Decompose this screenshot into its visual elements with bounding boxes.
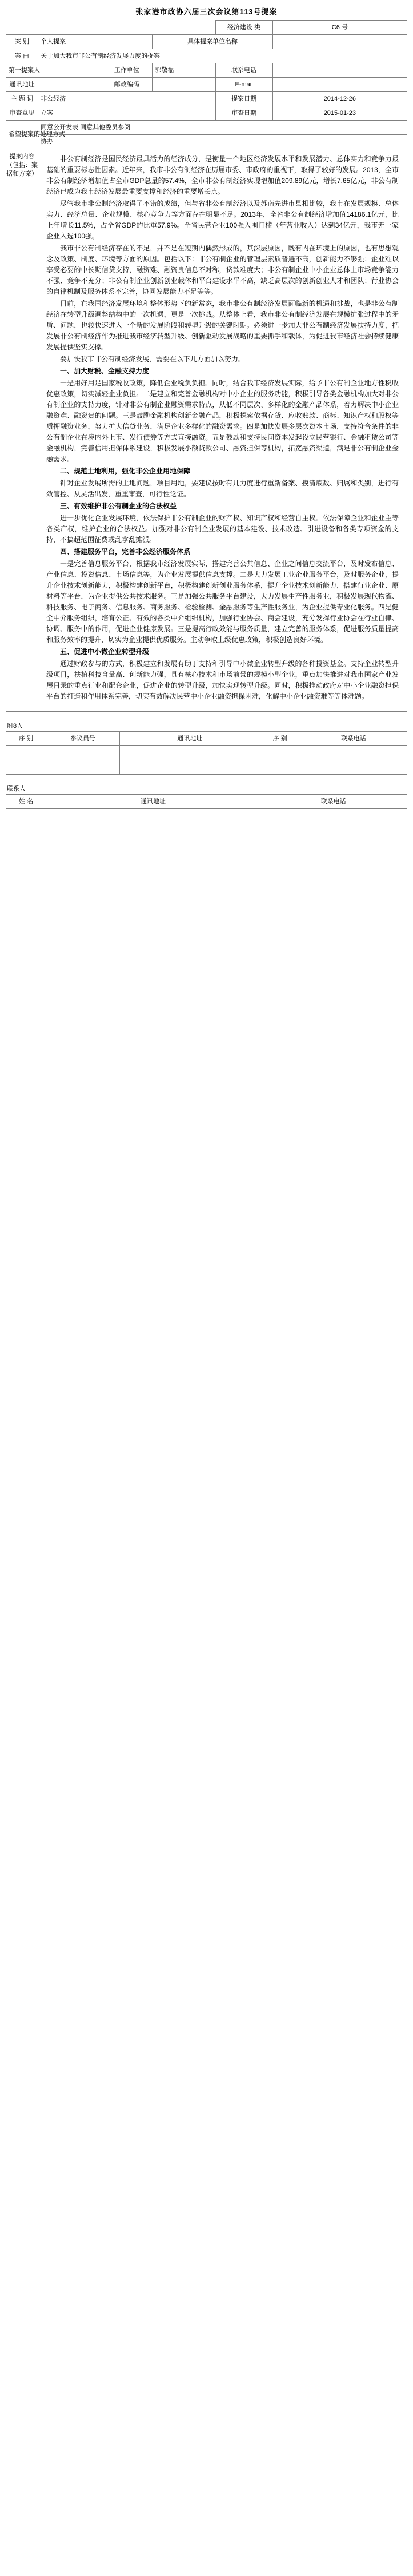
postcode-label: 邮政编码: [101, 78, 153, 92]
appendix-table: [6, 731, 407, 775]
table-row: [6, 809, 407, 823]
workunit-label: 工作单位: [101, 63, 153, 78]
address-value: [38, 78, 101, 92]
table-row: [6, 92, 407, 106]
meta-table: [6, 20, 407, 712]
appendix-cell: [119, 746, 260, 760]
body-paragraph: 尽管我市非公制经济取得了不错的成绩，但与省非公有制经济以及苏南先进市县相比较，我市在发展规模、总体实力、经济总量、企业规模、核心竞争力等方面存在明显不足。2013年，全省非公有制经济增加值14186.1亿元，比上年增长11.5%，占全省GDP的比重57.9%。全省民营企业100强入围门槛（年营业收入）达到34亿元，我市无一家企业入选100强。: [46, 200, 399, 240]
keyword-value: 非公经济: [38, 92, 215, 106]
contact-cell: [260, 809, 407, 823]
contact-cell: [6, 809, 46, 823]
table-row: [6, 21, 407, 35]
phone-label: 联系电话: [215, 63, 272, 78]
table-row: [6, 760, 407, 775]
section-paragraph: 进一步优化企业发展环境，依法保护非公有制企业的财产权、知识产权和经营自主权。依法保障企业和企业主等各类产权，维护企业的合法权益。加强对非公有制企业发展的基本建设、技术改造、引进设备和各类专项资金的支持，不搞超范围征费或乱拿乱摊派。: [46, 514, 399, 544]
appendix-header-cell: 序 别: [260, 732, 300, 746]
case-name-label: 案 由: [6, 49, 38, 63]
section-heading: 二、规范土地利用，强化非公企业用地保障: [60, 467, 191, 475]
contact-header-cell: 联系电话: [260, 795, 407, 809]
publish-options: 同意公开发表 同意其他委员参阅: [38, 121, 407, 135]
content-body: [38, 149, 407, 711]
content-row: [6, 149, 407, 712]
section-heading: 三、有效维护非公有制企业的合法权益: [60, 502, 177, 510]
appendix-cell: [6, 746, 46, 760]
unit-value: [272, 35, 407, 49]
phone-value: [272, 63, 407, 78]
table-row: [6, 135, 407, 149]
submit-date-label: 提案日期: [215, 92, 272, 106]
body-paragraph: 非公有制经济是国民经济最具活力的经济成分，是衡量一个地区经济发展水平和发展潜力、总体实力和竞争力最基础的重要标志性因素。近年来，我市非公有制经济在历届市委、市政府的重视下，取得了较好的发展。2013，全市非公有制经济增加值占全市GDP总量的57.4%，全市非公有制经济实现增加值209.89亿元，增长7.65亿元，非公有制经济已成为我市经济发展最重要支撑和经济的重要增长点。: [46, 155, 399, 196]
proposer-label: 第一提案人: [6, 63, 38, 78]
case-type-value: 个人提案: [38, 35, 153, 49]
case-name-value: 关于加大我市非公有制经济发展力度的提案: [38, 49, 407, 63]
appendix-cell: [46, 746, 120, 760]
appendix-cell: [46, 760, 120, 775]
table-row: [6, 49, 407, 63]
table-row: [6, 63, 407, 78]
table-row: [6, 121, 407, 135]
address-label: 通讯地址: [6, 78, 38, 92]
content-cell: [6, 149, 407, 712]
appendix-cell: [119, 760, 260, 775]
table-row: [6, 106, 407, 121]
review-date-label: 审查日期: [215, 106, 272, 121]
body-paragraph: 目前，在我国经济发展环境和整体形势下的新常态，我市非公有制经济发展面临新的机遇和挑战，也是非公有制经济在转型升级调整结构中的一次机遇，更是一次挑战。从整体上看，我市非公有制经济发展在规模扩张过程中的矛盾、问题，也较快速进入一个新的发展阶段和转型升级的关键时期。必须进一步加大非公有制经济发展扶持力度，把发展非公有制经济作为推进我市经济转型升级、创新驱动发展战略的重要抓手和载体，为促进我市经济社会持续健康发展提供坚实支撑。: [46, 300, 399, 351]
appendix-title: 附8人: [7, 723, 23, 729]
content-label: 提案内容（包括：案据和方案）: [6, 149, 38, 711]
case-type-label: 案 别: [6, 35, 38, 49]
appendix-cell: [6, 760, 46, 775]
table-row: [6, 746, 407, 760]
class-label: 经济建设 类: [215, 21, 272, 35]
email-value: [272, 78, 407, 92]
appendix-cell: [300, 746, 407, 760]
section-heading: 四、搭建服务平台，完善非公经济服务体系: [60, 548, 191, 556]
body-paragraph: 我市非公有制经济存在的不足，并不是在短期内偶然形成的，其深层原因，既有内在环境上的原因，也有思想观念及政策、制度、环境等方面的原因。包括以下：非公有制企业的管理层素质普遍不高，创新能力不够强；企业难以享受必要的中长期信贷支持，融资难、融资贵信息不对称，贷款难度大；非公有制企业中小企业总体上市场竞争能力不强、竞争不充分；非公有制企业创新创业载体和平台建设水平不高，缺乏高层次的创新创业人才和团队；行业协会的自律机制及服务体系不完善，协同发展能力不足等等。: [46, 244, 399, 296]
appendix-header-cell: 参议员号: [46, 732, 120, 746]
appendix-header-cell: 序 别: [6, 732, 46, 746]
appendix-cell: [300, 760, 407, 775]
class-code: C6 号: [272, 21, 407, 35]
review-label: 审查意见: [6, 106, 38, 121]
table-header-row: [6, 732, 407, 746]
section-paragraph: 一是完善信息服务平台，根据我市经济发展实际，搭建完善公共信息、企业之间信息交流平台，及时发布信息、产业信息、投资信息、市场信息等，为企业发展提供信息支撑。二是大力发展工业企业服务平台，及时服务企业，提升企业技术创新能力，积极构建创新平台，积极构建创新创业服务体系，提升企业技术创新能力，搭建行业企业、原材料等平台，为企业提供公共技术服务。三是加强公共服务平台建设，大力发展生产性服务业，积极发展现代物流、科技服务、电子商务、信息服务、商务服务、检验检测、金融服务等生产性服务业，为企业提供专业化服务。四是健全中介服务组织，培育公正、有效的各类中介组织机构，加强行业协会、商会建设，充分发挥行业协会在行业自律、协调、服务中的作用，促进企业健康发展。三是提高行政效能与服务质量，建立完善的服务体系，促进服务质量提高和服务效率的提升，切实为企业提供优质服务。主动争取上级优惠政策，积极创造良好环境。: [46, 560, 399, 644]
section-paragraph: 针对企业发展所需的土地问题，项目用地，要建议按时有几力度进行重新备案、摸清底数、归属和类别，进行有效管控、从灵活出发，重重审查，可行性论证。: [46, 479, 399, 498]
email-label: E-mail: [215, 78, 272, 92]
section-heading: 五、促进中小微企业转型升级: [60, 648, 150, 656]
table-header-row: [6, 795, 407, 809]
spacer-cell: [6, 21, 216, 35]
review-value: 立案: [38, 106, 215, 121]
contact-title: 联系人: [7, 785, 26, 792]
contact-cell: [46, 809, 260, 823]
body-paragraph: 要加快我市非公有制经济发展，需要在以下几方面加以努力。: [60, 355, 246, 363]
contact-table: [6, 794, 407, 823]
postcode-value: [153, 78, 215, 92]
unit-label: 具体提案单位名称: [153, 35, 272, 49]
section-paragraph: 一是用好用足国家税收政策，降低企业税负负担。同时，结合我市经济发展实际，给予非公有制企业地方性税收优惠政策，切实减轻企业负担。二是建立和完善金融机构对中小企业的服务功能，积极引导各类金融机构加大对非公有制企业的支持力度，针对非公有制企业融资需求特点，从低不同层次、多样化的金融产品体系，着力解决中小企业融资难、融资贵的问题。三是鼓励金融机构创新金融产品，积极探索依据存货、应收账款、商标、知识产权和股权等质押融资业务，努力扩大信贷业务，满足企业多样化的融资需求。四是加快发展多层次资本市场，支持符合条件的非公有制企业在境内外上市、发行债券等方式直接融资。五是鼓励和支持民间资本发起设立民营银行、金融租赁公司等金融机构，完善信用担保体系建设，积极发展小额贷款公司、融资担保等机构，拓宽融资渠道，满足非公有制企业金融需求。: [46, 379, 399, 463]
proposal-document: [0, 0, 413, 829]
page-title: 张家港市政协六届三次会议第113号提案: [135, 7, 278, 16]
contact-header-cell: 姓 名: [6, 795, 46, 809]
workunit-value: 郭敬福: [153, 63, 215, 78]
appendix-cell: [260, 746, 300, 760]
contact-header-cell: 通讯地址: [46, 795, 260, 809]
appendix-header-cell: 联系电话: [300, 732, 407, 746]
appendix-cell: [260, 760, 300, 775]
section-paragraph: 通过财政参与的方式，积极建立和发展有助于支持和引导中小微企业转型升级的各种投资基金。支持企业转型升级项目，扶植科技含量高、创新能力强，具有核心技术和市场前景的规模小型企业，重点加快推进对我市国家产业发展目录的重点行业和配套企业，促进企业的转型升级，加快实现转型升级。同时，积极推动政府对中小企业融资担保平台的打造和作用体系完善，切实有效解决民营中小企业融资担保困难，化解中小企业融资难等等体难题。: [46, 660, 399, 700]
publish-label: 希望提案的处理方式: [6, 121, 38, 149]
appendix-header-cell: 通讯地址: [119, 732, 260, 746]
section-heading: 一、加大财税、金融支持力度: [60, 367, 150, 375]
table-row: [6, 78, 407, 92]
proposer-value: [38, 63, 101, 78]
publish-options-secondary: 协办: [38, 135, 407, 149]
submit-date-value: 2014-12-26: [272, 92, 407, 106]
review-date-value: 2015-01-23: [272, 106, 407, 121]
table-row: [6, 35, 407, 49]
keyword-label: 主 题 词: [6, 92, 38, 106]
